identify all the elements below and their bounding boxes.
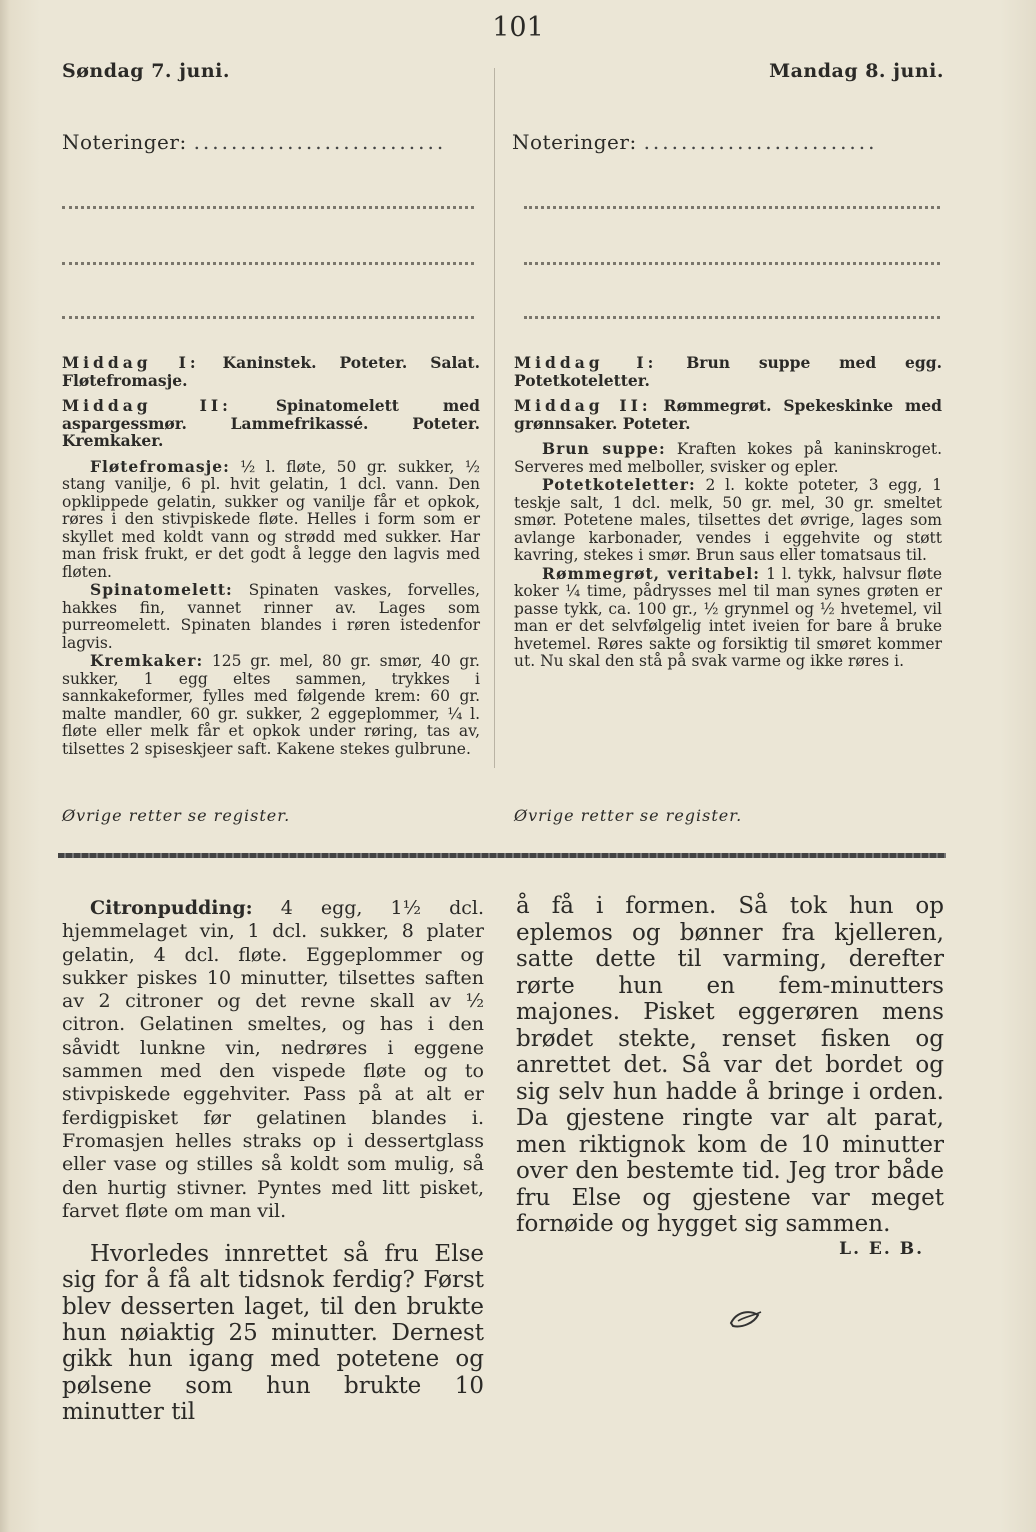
story-paragraph-right: å få i formen. Så tok hun op eplemos og bønner fra kjelleren, satte dette til varming, derefter rørte hun en fem-minutters majones. Pisket eggerøren mens brødet stekte, renset fisken og anrettet det. Så var det bordet og sig selv hun hadde å bringe i orden. Da gjestene ringte var alt parat, men riktignok kom de 10 minutter over den bestemte tid. Jeg tror både fru Else og gjestene var meget fornøide og hygget sig sammen.	[516, 893, 944, 1237]
bottom-right-column	[516, 893, 944, 1238]
recipe-paragraph: Kremkaker: 125 gr. mel, 80 gr. smør, 40 gr. sukker, 1 egg eltes sammen, trykkes i sannkakeformer, fylles med følgende krem: 60 gr. malte mandler, 60 gr. sukker, 2 eggeplommer, ¼ l. fløte eller melk får et opkok under røring, tas av, tilsettes 2 spiseskjeer saft. Kakene stekes gulbrune.	[62, 651, 480, 758]
ornament-icon	[728, 1308, 764, 1330]
left-footer: Øvrige retter se register.	[62, 806, 291, 825]
recipe-paragraph: Fløtefromasje: ½ l. fløte, 50 gr. sukker, ½ stang vanilje, 6 pl. hvit gelatin, 1 dcl. vann. Den opklippede gelatin, sukker og vanilje får et opkok, røres i den stivpiskede fløte. Helles i form som er skyllet med koldt vann og strødd med sukker. Har man frisk frukt, er det godt å legge den lagvis med fløten.	[62, 456, 480, 581]
right-dotted-line	[524, 306, 940, 319]
right-dotted-line	[524, 196, 940, 209]
right-notes-dots: .........................	[643, 130, 878, 154]
right-day-heading: Mandag 8. juni.	[769, 60, 944, 82]
left-menu-1: Middag I: Kaninstek. Poteter. Salat. Fløtefromasje.	[62, 353, 480, 390]
page-number: 101	[492, 12, 544, 43]
recipe-paragraph: Rømmegrøt, veritabel: 1 l. tykk, halvsur fløte koker ¼ time, pådrysses mel til man synes grøten er passe tykk, ca. 100 gr., ½ grynmel og ½ hvetemel, vil man er det selvfølgelig intet iveien for bare å bruke hvetemel. Røres sakte og forsiktig til smøret kommer ut. Nu skal den stå på svak varme og ikke røres i.	[514, 563, 942, 670]
right-recipe-column	[514, 354, 942, 671]
left-day-heading: Søndag 7. juni.	[62, 60, 230, 82]
citronpudding-paragraph: Citronpudding: 4 egg, 1½ dcl. hjemmelaget vin, 1 dcl. sukker, 8 plater gelatin, 4 dcl. fløte. Eggeplommer og sukker piskes 10 minutter, tilsettes saften av 2 citroner og det revne skall av ½ citron. Gelatinen smeltes, og has i den såvidt lunkne vin, nedrøres i eggene sammen med den vispede fløte og to stivpiskede eggehviter. Pass på at alt er ferdigpisket før gelatinen blandes i. Fromasjen helles straks op i dessertglass eller vase og stilles så koldt som mulig, så den hurtig stivner. Pyntes med litt pisket, farvet fløte om man vil.	[62, 897, 484, 1222]
left-dotted-line	[62, 196, 474, 209]
recipe-paragraph: Potetkoteletter: 2 l. kokte poteter, 3 egg, 1 teskje salt, 1 dcl. melk, 50 gr. mel, 30 gr. smeltet smør. Potetene males, tilsettes det øvrige, lages som avlange karbonader, vendes i eggehvite og støtt kavring, stekes i smør. Brun saus eller tomatsaus til.	[514, 475, 942, 564]
left-notes-line	[62, 130, 474, 154]
left-notes-dots: ...........................	[193, 130, 447, 154]
left-recipe-column	[62, 354, 480, 758]
right-footer: Øvrige retter se register.	[514, 806, 743, 825]
column-divider	[494, 68, 495, 768]
left-notes-label: Noteringer:	[62, 130, 187, 154]
right-menu-1: Middag I: Brun suppe med egg. Potetkoteletter.	[514, 353, 942, 390]
signature: L. E. B.	[839, 1239, 924, 1259]
recipe-paragraph: Spinatomelett: Spinaten vaskes, forvelles, hakkes fin, vannet rinner av. Lages som purreomelett. Spinaten blandes i røren istedenfor lagvis.	[62, 580, 480, 652]
left-dotted-line	[62, 306, 474, 319]
recipe-paragraph: Brun suppe: Kraften kokes på kaninskroget. Serveres med melboller, svisker og epler.	[514, 439, 943, 476]
story-paragraph-left: Hvorledes innrettet så fru Else sig for å få alt tidsnok ferdig? Først blev desserten laget, til den brukte hun nøiaktig 25 minutter. Dernest gikk hun igang med potetene og pølsene som hun brukte 10 minutter til	[62, 1241, 484, 1425]
right-dotted-line	[524, 252, 940, 265]
bottom-left-column	[62, 897, 484, 1425]
section-divider	[58, 853, 946, 858]
right-menu-2: Middag II: Rømmegrøt. Spekeskinke med grønnsaker. Poteter.	[514, 396, 942, 433]
left-dotted-line	[62, 252, 474, 265]
right-notes-line	[512, 130, 942, 154]
left-menu-2: Middag II: Spinatomelett med aspargessmør. Lammefrikassé. Poteter. Kremkaker.	[62, 396, 480, 450]
right-notes-label: Noteringer:	[512, 130, 637, 154]
